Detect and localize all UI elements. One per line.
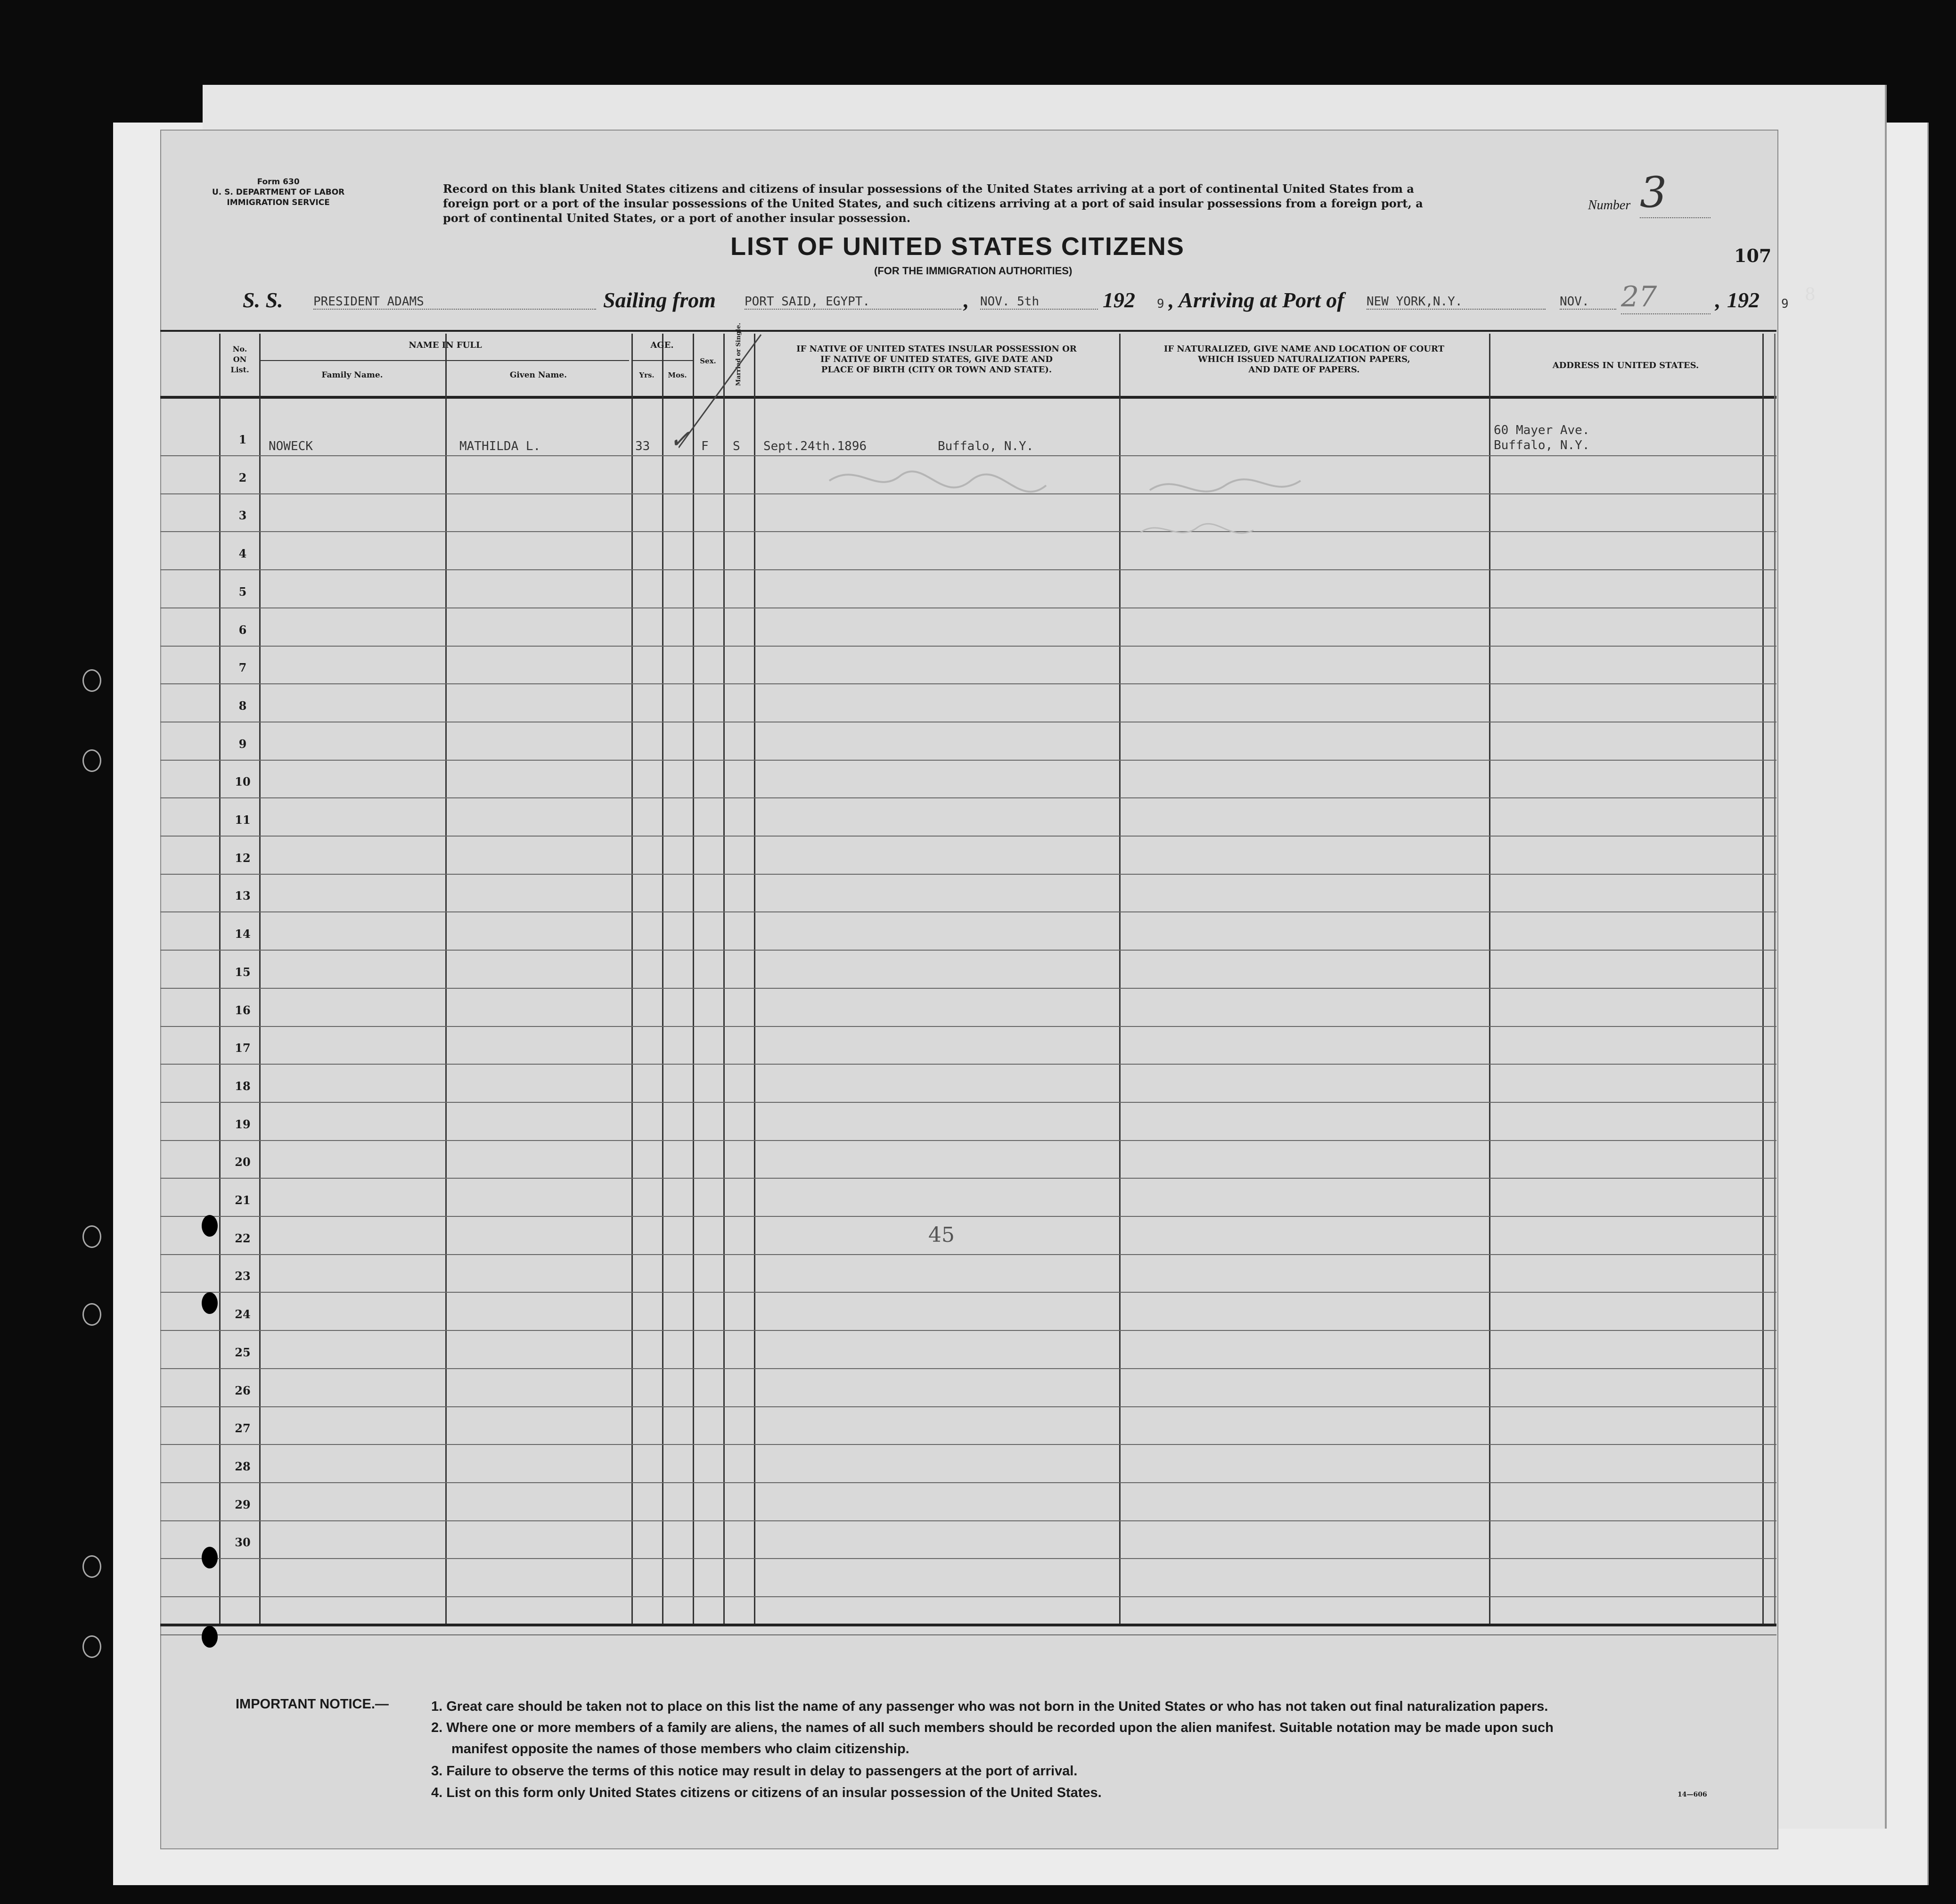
number-value: 3 bbox=[1640, 168, 1710, 218]
header-given-name: Given Name. bbox=[509, 370, 567, 380]
row-rule bbox=[160, 1254, 1776, 1255]
row-number: 9 bbox=[238, 737, 247, 751]
row-number: 15 bbox=[235, 965, 251, 979]
row-rule bbox=[160, 1102, 1776, 1103]
entry-given-name: MATHILDA L. bbox=[459, 439, 541, 453]
arrival-port: NEW YORK,N.Y. bbox=[1367, 295, 1546, 310]
comma: , bbox=[964, 288, 969, 312]
arrival-day: 27 bbox=[1621, 280, 1710, 314]
header-family-name: Family Name. bbox=[321, 370, 383, 380]
row-number: 14 bbox=[235, 927, 251, 941]
row-rule bbox=[160, 646, 1776, 647]
form-code: 14—606 bbox=[1678, 1791, 1707, 1798]
row-rule bbox=[160, 1178, 1776, 1179]
year-prefix: 192 bbox=[1727, 288, 1760, 312]
comma: , bbox=[1715, 288, 1721, 312]
row-number: 21 bbox=[235, 1193, 251, 1207]
column-divider bbox=[1762, 334, 1764, 1624]
sailing-port: PORT SAID, EGYPT. bbox=[745, 295, 961, 310]
row-number: 30 bbox=[235, 1535, 251, 1550]
row-rule bbox=[160, 874, 1776, 875]
punch-hole bbox=[202, 1626, 218, 1648]
entry-birth-place: Buffalo, N.Y. bbox=[938, 439, 1034, 453]
form-id: Form 630 U. S. DEPARTMENT OF LABOR IMMIGRATION SERVICE bbox=[212, 177, 345, 207]
row-number: 4 bbox=[238, 547, 247, 561]
row-rule bbox=[160, 911, 1776, 912]
row-rule bbox=[160, 797, 1776, 798]
row-number: 16 bbox=[235, 1003, 251, 1017]
row-number: 6 bbox=[238, 623, 247, 637]
column-divider bbox=[219, 334, 221, 1624]
row-rule bbox=[160, 1482, 1776, 1483]
header-birth: IF NATIVE OF UNITED STATES INSULAR POSSESSION OR IF NATIVE OF UNITED STATES, GIVE DATE AND PLACE OF BIRTH (CITY OR TOWN AND STATE). bbox=[796, 344, 1077, 375]
row-rule bbox=[160, 1596, 1776, 1597]
notice-label: IMPORTANT NOTICE.— bbox=[236, 1697, 389, 1712]
row-number: 19 bbox=[235, 1117, 251, 1131]
header-rule bbox=[160, 396, 1776, 399]
row-rule bbox=[160, 1520, 1776, 1521]
binder-hole bbox=[82, 1225, 101, 1248]
row-number: 18 bbox=[235, 1079, 251, 1093]
row-rule bbox=[160, 1064, 1776, 1065]
entry-sex: F bbox=[701, 439, 709, 453]
row-rule bbox=[160, 950, 1776, 951]
punch-hole bbox=[202, 1215, 218, 1237]
row-number: 12 bbox=[235, 851, 251, 865]
row-rule bbox=[160, 760, 1776, 761]
row-number: 22 bbox=[235, 1231, 251, 1245]
margin-mark: 8 bbox=[1805, 285, 1816, 304]
row-rule bbox=[160, 1444, 1776, 1445]
entry-family-name: NOWECK bbox=[269, 439, 313, 453]
table-bottom-rule bbox=[160, 1624, 1776, 1626]
row-rule bbox=[160, 569, 1776, 570]
row-rule bbox=[160, 1330, 1776, 1331]
page-number: 107 bbox=[1734, 245, 1772, 266]
sailing-label: Sailing from bbox=[603, 288, 716, 312]
row-rule bbox=[160, 1140, 1776, 1141]
row-rule bbox=[160, 1026, 1776, 1027]
row-number: 5 bbox=[238, 584, 247, 599]
arriving-label: , Arriving at Port of bbox=[1169, 288, 1344, 312]
row-number: 28 bbox=[235, 1459, 251, 1473]
row-rule bbox=[160, 1558, 1776, 1559]
year-digit: 9 bbox=[1157, 297, 1164, 311]
header-no-on-list: No. ON List. bbox=[230, 345, 249, 374]
entry-birth-date: Sept.24th.1896 bbox=[763, 439, 867, 453]
diagonal-stroke bbox=[679, 330, 763, 452]
entry-yrs: 33 bbox=[635, 439, 650, 453]
sailing-date: NOV. 5th bbox=[980, 295, 1098, 310]
arrival-month: NOV. bbox=[1560, 295, 1616, 310]
row-rule bbox=[160, 1406, 1776, 1407]
notice-item: 3. Failure to observe the terms of this notice may result in delay to passengers at the port of arrival. bbox=[431, 1764, 1078, 1779]
column-divider bbox=[1489, 334, 1490, 1624]
row-number: 2 bbox=[238, 470, 247, 484]
name-subrule bbox=[259, 360, 629, 361]
row-rule bbox=[160, 1634, 1776, 1635]
punch-hole bbox=[202, 1292, 218, 1314]
notice-item: 4. List on this form only United States citizens or citizens of an insular possession of the United States. bbox=[431, 1785, 1102, 1800]
number-label: Number bbox=[1588, 198, 1631, 213]
column-divider bbox=[723, 334, 725, 1624]
page-title: LIST OF UNITED STATES CITIZENS bbox=[730, 232, 1185, 261]
binder-hole bbox=[82, 749, 101, 772]
entry-address-line-1: 60 Mayer Ave. bbox=[1494, 423, 1590, 437]
header-sex: Sex. bbox=[700, 357, 716, 365]
row-rule bbox=[160, 988, 1776, 989]
table-top-rule bbox=[160, 330, 1776, 332]
page-subtitle: (FOR THE IMMIGRATION AUTHORITIES) bbox=[874, 265, 1072, 277]
column-divider bbox=[631, 334, 633, 1624]
row-number: 11 bbox=[235, 813, 251, 827]
row-number: 25 bbox=[235, 1345, 251, 1359]
row-number: 13 bbox=[235, 889, 251, 903]
row-number: 8 bbox=[238, 698, 247, 713]
row-number: 29 bbox=[235, 1497, 251, 1511]
column-divider bbox=[693, 334, 694, 1624]
row-number: 27 bbox=[235, 1421, 251, 1436]
row-rule bbox=[160, 1292, 1776, 1293]
binder-hole bbox=[82, 669, 101, 692]
year-prefix: 192 bbox=[1103, 288, 1135, 312]
binder-hole bbox=[82, 1635, 101, 1658]
header-mos: Mos. bbox=[668, 371, 687, 379]
header-naturalized: IF NATURALIZED, GIVE NAME AND LOCATION OF COURT WHICH ISSUED NATURALIZATION PAPERS, AND DATE OF PAPERS. bbox=[1163, 344, 1445, 375]
row-number: 7 bbox=[238, 661, 247, 675]
binder-hole bbox=[82, 1555, 101, 1578]
binder-hole bbox=[82, 1303, 101, 1326]
row-rule bbox=[160, 683, 1776, 684]
notice-item: 1. Great care should be taken not to place on this list the name of any passenger who was not born in the United States or who has not taken out final naturalization papers. bbox=[431, 1699, 1548, 1714]
ship-name: PRESIDENT ADAMS bbox=[313, 295, 596, 310]
intro-text: Record on this blank United States citizens and citizens of insular possessions of the United States arriving at a port of continental United States from a foreign port or a port of the insular possessions of the United States, and such citizens arriving at a port of said insular possessions from a foreign port, a port of continental United States, or a port of another insular possession. bbox=[443, 182, 1423, 225]
ss-label: S. S. bbox=[243, 288, 283, 312]
header-address: ADDRESS IN UNITED STATES. bbox=[1552, 361, 1699, 370]
notice-item: 2. Where one or more members of a family are aliens, the names of all such members should be recorded upon the alien manifest. Suitable notation may be made upon such bbox=[431, 1720, 1554, 1735]
row-rule bbox=[160, 1216, 1776, 1217]
column-divider bbox=[754, 334, 755, 1624]
row-number: 24 bbox=[235, 1307, 251, 1321]
row-number: 20 bbox=[235, 1155, 251, 1169]
row-number: 10 bbox=[235, 775, 251, 789]
row-rule bbox=[160, 836, 1776, 837]
row-number: 26 bbox=[235, 1383, 251, 1397]
header-age: AGE. bbox=[650, 340, 674, 350]
notice-item: manifest opposite the names of those members who claim citizenship. bbox=[451, 1741, 909, 1756]
row-rule bbox=[160, 607, 1776, 608]
row-number: 23 bbox=[235, 1269, 251, 1283]
check-mark: ✓ bbox=[669, 424, 691, 454]
column-divider bbox=[1774, 334, 1776, 1624]
stamp-number: 45 bbox=[928, 1223, 955, 1247]
punch-hole bbox=[202, 1547, 218, 1568]
manifest-page bbox=[160, 130, 1778, 1849]
column-divider bbox=[662, 334, 663, 1624]
year-digit: 9 bbox=[1781, 297, 1789, 311]
row-number: 3 bbox=[238, 509, 247, 523]
entry-address-line-2: Buffalo, N.Y. bbox=[1494, 438, 1590, 452]
pencil-scribble bbox=[820, 452, 1362, 556]
header-yrs: Yrs. bbox=[639, 371, 655, 379]
column-divider bbox=[445, 334, 447, 1624]
row-number: 1 bbox=[238, 433, 247, 446]
header-name-in-full: NAME IN FULL bbox=[409, 340, 482, 350]
entry-married: S bbox=[733, 439, 740, 453]
row-number: 17 bbox=[235, 1041, 251, 1055]
row-rule bbox=[160, 1368, 1776, 1369]
